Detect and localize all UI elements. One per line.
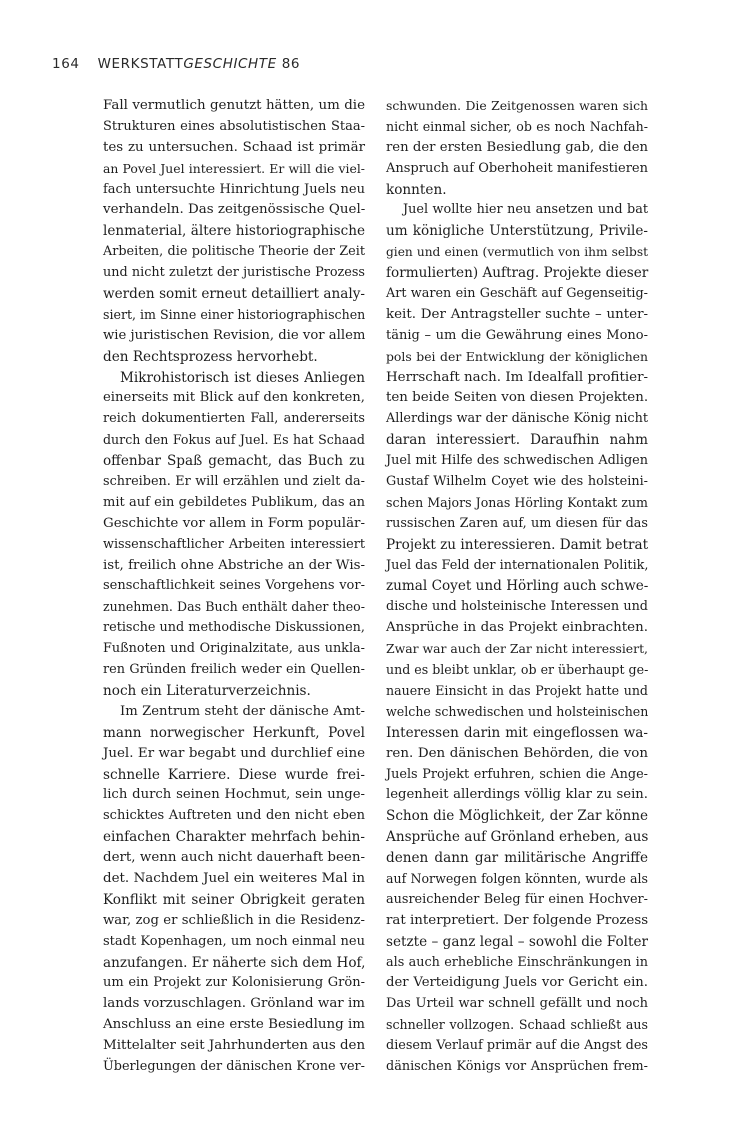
text-line: retische und methodische Diskussionen, bbox=[103, 620, 365, 636]
text-line: Art waren ein Geschäft auf Gegenseitig- bbox=[386, 286, 648, 302]
text-line: Juel das Feld der internationalen Politik, bbox=[386, 557, 649, 573]
text-line: Mittelalter seit Jahrhunderten aus den bbox=[103, 1038, 366, 1054]
text-line: ist, freilich ohne Abstriche an der Wis- bbox=[103, 557, 365, 573]
text-line: schwunden. Die Zeitgenossen waren sich bbox=[386, 98, 648, 113]
text-line: Juel wollte hier neu ansetzen und bat bbox=[403, 202, 648, 218]
journal-title-italic: GESCHICHTE bbox=[183, 56, 277, 72]
text-line: und es bleibt unklar, ob er überhaupt ge- bbox=[386, 662, 649, 678]
text-line: um königliche Unterstützung, Privile- bbox=[386, 223, 648, 240]
text-line: wissenschaftlicher Arbeiten interessiert bbox=[103, 536, 365, 552]
text-line: schneller vollzogen. Schaad schließt aus bbox=[386, 1017, 648, 1033]
text-line: legenheit allerdings völlig klar zu sein. bbox=[386, 787, 648, 803]
text-line: schicktes Auftreten und den nicht eben bbox=[103, 808, 365, 824]
text-line: Zwar war auch der Zar nicht interessiert, bbox=[386, 641, 648, 657]
text-line: Anspruch auf Oberhoheit manifestieren bbox=[386, 160, 648, 176]
text-line: diesem Verlauf primär auf die Angst des bbox=[386, 1038, 648, 1054]
journal-title: WERKSTATT bbox=[97, 56, 184, 72]
issue-number: 86 bbox=[276, 56, 301, 72]
text-line: dische und holsteinische Interessen und bbox=[386, 599, 648, 615]
text-line: Anschluss an eine erste Besiedlung im bbox=[103, 1017, 365, 1033]
text-line: ren. Den dänischen Behörden, die von bbox=[386, 745, 648, 761]
text-line: konnten. bbox=[386, 181, 447, 198]
text-line: ren Gründen freilich weder ein Quellen- bbox=[103, 662, 365, 678]
text-line: lenmaterial, ältere historiographische bbox=[103, 223, 365, 240]
text-line: als auch erhebliche Einschränkungen in bbox=[386, 954, 648, 970]
left-text-column bbox=[103, 96, 365, 1078]
text-line: lands vorzuschlagen. Grönland war im bbox=[103, 996, 365, 1012]
text-line: offenbar Spaß gemacht, das Buch zu bbox=[103, 453, 365, 470]
text-line: anzufangen. Er näherte sich dem Hof, bbox=[103, 954, 366, 971]
text-line: daran interessiert. Daraufhin nahm bbox=[386, 432, 648, 449]
text-line: senschaftlichkeit seines Vorgehens vor- bbox=[103, 578, 365, 594]
text-line: Ansprüche auf Grönland erheben, aus bbox=[386, 829, 649, 846]
text-line: einfachen Charakter mehrfach behin- bbox=[103, 829, 365, 846]
right-text-column bbox=[386, 96, 648, 1078]
text-line: reich dokumentierten Fall, andererseits bbox=[103, 411, 365, 427]
text-line: dänischen Königs vor Ansprüchen frem- bbox=[386, 1058, 648, 1074]
text-line: lich durch seinen Hochmut, sein unge- bbox=[103, 787, 365, 803]
text-line: Fall vermutlich genutzt hätten, um die bbox=[103, 98, 365, 113]
text-line: rat interpretiert. Der folgende Prozess bbox=[386, 912, 649, 928]
text-line: nicht einmal sicher, ob es noch Nachfah- bbox=[386, 118, 648, 134]
text-line: pols bei der Entwicklung der königlichen bbox=[386, 348, 648, 364]
text-line: keit. Der Antragsteller suchte – unter- bbox=[386, 306, 648, 322]
text-line: noch ein Literaturverzeichnis. bbox=[103, 682, 311, 699]
text-line: mann norwegischer Herkunft, Povel bbox=[103, 724, 365, 741]
text-line: Konflikt mit seiner Obrigkeit geraten bbox=[103, 891, 365, 908]
text-line: Interessen darin mit eingeflossen wa- bbox=[386, 724, 648, 741]
text-line: welche schwedischen und holsteinischen bbox=[386, 703, 649, 719]
text-line: tes zu untersuchen. Schaad ist primär bbox=[103, 139, 365, 155]
text-line: schen Majors Jonas Hörling Kontakt zum bbox=[386, 494, 648, 510]
text-line: dert, wenn auch nicht dauerhaft been- bbox=[103, 850, 365, 866]
text-line: wie juristischen Revision, die vor allem bbox=[103, 327, 366, 343]
text-line: werden somit erneut detailliert analy- bbox=[103, 286, 365, 303]
text-line: Herrschaft nach. Im Idealfall profitier- bbox=[386, 369, 648, 385]
text-line: ren der ersten Besiedlung gab, die den bbox=[386, 139, 648, 155]
text-line: russischen Zaren auf, um diesen für das bbox=[386, 515, 648, 531]
text-line: Fußnoten und Originalzitate, aus unkla- bbox=[103, 641, 365, 657]
text-line: Überlegungen der dänischen Krone ver- bbox=[103, 1058, 365, 1074]
text-line: Gustaf Wilhelm Coyet wie des holsteini- bbox=[386, 474, 648, 490]
text-line: Strukturen eines absolutistischen Staa- bbox=[103, 118, 365, 134]
text-line: verhandeln. Das zeitgenössische Quel- bbox=[103, 202, 366, 218]
text-line: tänig – um die Gewährung eines Mono- bbox=[386, 327, 648, 343]
text-line: stadt Kopenhagen, um noch einmal neu bbox=[103, 933, 365, 949]
text-line: an Povel Juel interessiert. Er will die viel- bbox=[103, 160, 365, 176]
text-line: ten beide Seiten von diesen Projekten. bbox=[386, 390, 649, 406]
text-line: siert, im Sinne einer historiographischen bbox=[103, 306, 366, 322]
text-line: Schon die Möglichkeit, der Zar könne bbox=[386, 808, 648, 825]
text-line: Juel. Er war begabt und durchlief eine bbox=[103, 745, 365, 761]
text-line: zumal Coyet und Hörling auch schwe- bbox=[386, 578, 649, 595]
text-line: denen dann gar militärische Angriffe bbox=[386, 850, 648, 867]
text-line: auf Norwegen folgen könnten, wurde als bbox=[386, 870, 648, 886]
text-line: einerseits mit Blick auf den konkreten, bbox=[103, 390, 365, 406]
text-line: Juels Projekt erfuhren, schien die Ange- bbox=[386, 766, 648, 782]
text-line: Juel mit Hilfe des schwedischen Adligen bbox=[386, 453, 648, 469]
text-line: war, zog er schließlich in die Residenz- bbox=[103, 912, 365, 928]
text-line: um ein Projekt zur Kolonisierung Grön- bbox=[103, 975, 365, 991]
text-line: Projekt zu interessieren. Damit betrat bbox=[386, 536, 649, 553]
text-line: Mikrohistorisch ist dieses Anliegen bbox=[120, 369, 365, 386]
text-line: Im Zentrum steht der dänische Amt- bbox=[120, 703, 365, 719]
text-line: schnelle Karriere. Diese wurde frei- bbox=[103, 766, 365, 783]
page-number: 164 bbox=[52, 56, 80, 72]
text-line: zunehmen. Das Buch enthält daher theo- bbox=[103, 599, 365, 615]
text-line: Ansprüche in das Projekt einbrachten. bbox=[386, 620, 648, 636]
text-line: fach untersuchte Hinrichtung Juels neu bbox=[103, 181, 365, 197]
text-line: Geschichte vor allem in Form populär- bbox=[103, 515, 365, 531]
text-line: Allerdings war der dänische König nicht bbox=[386, 411, 648, 427]
text-line: und nicht zuletzt der juristische Prozess bbox=[103, 265, 365, 281]
text-line: schreiben. Er will erzählen und zielt da- bbox=[103, 474, 365, 490]
text-line: gien und einen (vermutlich von ihm selbst bbox=[386, 245, 648, 260]
text-line: setzte – ganz legal – sowohl die Folter bbox=[386, 933, 648, 950]
text-line: det. Nachdem Juel ein weiteres Mal in bbox=[103, 870, 365, 886]
text-line: den Rechtsprozess hervorhebt. bbox=[103, 348, 318, 365]
text-line: Das Urteil war schnell gefällt und noch bbox=[386, 996, 648, 1012]
text-line: der Verteidigung Juels vor Gericht ein. bbox=[386, 975, 648, 991]
text-line: mit auf ein gebildetes Publikum, das an bbox=[103, 494, 365, 510]
text-line: durch den Fokus auf Juel. Es hat Schaad bbox=[103, 432, 365, 448]
text-line: Arbeiten, die politische Theorie der Zeit bbox=[103, 244, 365, 260]
running-header bbox=[52, 56, 300, 72]
text-line: nauere Einsicht in das Projekt hatte und bbox=[386, 682, 648, 698]
text-line: formulierten) Auftrag. Projekte dieser bbox=[386, 265, 649, 282]
text-line: ausreichender Beleg für einen Hochver- bbox=[386, 891, 648, 907]
